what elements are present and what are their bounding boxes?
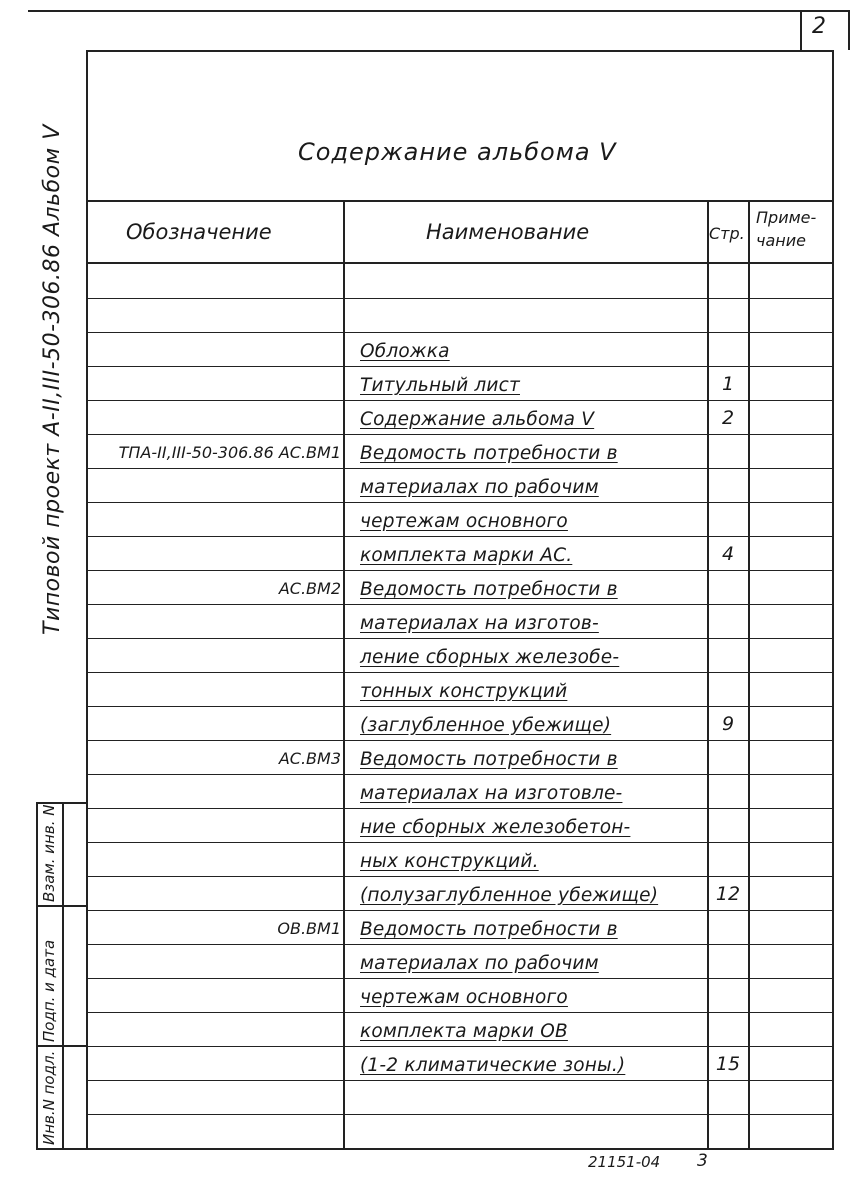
table-row [88, 536, 832, 570]
cell-name: материалах на изготов- [360, 613, 599, 634]
stamp-inv-podl: Инв.N подл. [40, 1050, 58, 1145]
cell-name: Титульный лист [360, 375, 520, 396]
page-number: 2 [812, 14, 826, 39]
table-row [88, 740, 832, 774]
table-row [88, 1012, 832, 1046]
header-note-line1: Приме- [756, 208, 817, 227]
table-row [88, 1046, 832, 1080]
stamp-bottom [36, 1148, 88, 1150]
cell-designation: АС.ВМ2 [278, 579, 341, 598]
cell-name: Ведомость потребности в [360, 749, 618, 770]
header-top-line [88, 200, 832, 202]
table-row [88, 570, 832, 604]
cell-name: комплекта марки АС. [360, 545, 573, 566]
table-row [88, 332, 832, 366]
table-row [88, 638, 832, 672]
stamp-inner-left [62, 802, 64, 1148]
stamp-outer-left [36, 802, 38, 1148]
page-title: Содержание альбома V [298, 138, 617, 166]
cell-name: Ведомость потребности в [360, 919, 618, 940]
table-row [88, 808, 832, 842]
header-name: Наименование [426, 220, 590, 244]
cell-name: чертежам основного [360, 987, 568, 1008]
cell-designation: АС.ВМ3 [278, 749, 341, 768]
cell-name: Ведомость потребности в [360, 443, 618, 464]
top-border [28, 10, 848, 12]
cell-name: Ведомость потребности в [360, 579, 618, 600]
cell-page: 15 [715, 1053, 741, 1075]
table-row [88, 1114, 832, 1148]
cell-name: ние сборных железобетон- [360, 817, 631, 838]
table-row [88, 978, 832, 1012]
footer-code: 21151-04 [588, 1153, 661, 1171]
header-note-line2: чание [756, 231, 806, 250]
cell-name: (1-2 климатические зоны.) [360, 1055, 626, 1076]
table-row [88, 944, 832, 978]
table-row [88, 468, 832, 502]
cell-name: ных конструкций. [360, 851, 539, 872]
table-row [88, 672, 832, 706]
stamp-podp-data: Подп. и дата [40, 939, 58, 1042]
stamp-vzam-inv: Взам. инв. N [40, 804, 58, 902]
table-row [88, 842, 832, 876]
cell-name: Содержание альбома V [360, 409, 595, 430]
cell-name: ление сборных железобе- [360, 647, 620, 668]
side-caption: Типовой проект А-II,III-50-306.86 Альбом V [40, 124, 65, 635]
cell-page: 2 [721, 407, 735, 429]
table-row [88, 298, 832, 332]
cell-designation: ОВ.ВМ1 [277, 919, 341, 938]
header-page: Стр. [709, 224, 745, 243]
header-designation: Обозначение [126, 220, 272, 244]
footer-sheet: 3 [697, 1151, 708, 1171]
page-number-box-left [800, 10, 802, 50]
table-row [88, 910, 832, 944]
table-row [88, 774, 832, 808]
cell-name: материалах по рабочим [360, 953, 599, 974]
stamp-div-1 [36, 905, 88, 907]
cell-name: Обложка [360, 341, 450, 362]
cell-designation: ТПА-II,III-50-306.86 АС.ВМ1 [118, 443, 341, 462]
frame-right [832, 50, 834, 1150]
table-row [88, 366, 832, 400]
cell-name: тонных конструкций [360, 681, 568, 702]
cell-name: комплекта марки ОВ [360, 1021, 568, 1042]
table-row [88, 502, 832, 536]
frame-bottom [86, 1148, 834, 1150]
cell-name: материалах по рабочим [360, 477, 599, 498]
table-row [88, 264, 832, 298]
table-row [88, 706, 832, 740]
cell-page: 12 [715, 883, 741, 905]
table-row [88, 434, 832, 468]
table-row [88, 1080, 832, 1114]
cell-page: 9 [721, 713, 735, 735]
table-row [88, 876, 832, 910]
cell-page: 1 [721, 373, 735, 395]
table-row [88, 400, 832, 434]
cell-name: материалах на изготовле- [360, 783, 623, 804]
stamp-div-2 [36, 1045, 88, 1047]
page-number-box-right [848, 10, 850, 50]
cell-name: (полузаглубленное убежище) [360, 885, 659, 906]
cell-name: (заглубленное убежище) [360, 715, 612, 736]
cell-page: 4 [721, 543, 735, 565]
table-row [88, 604, 832, 638]
cell-name: чертежам основного [360, 511, 568, 532]
frame-top [86, 50, 834, 52]
